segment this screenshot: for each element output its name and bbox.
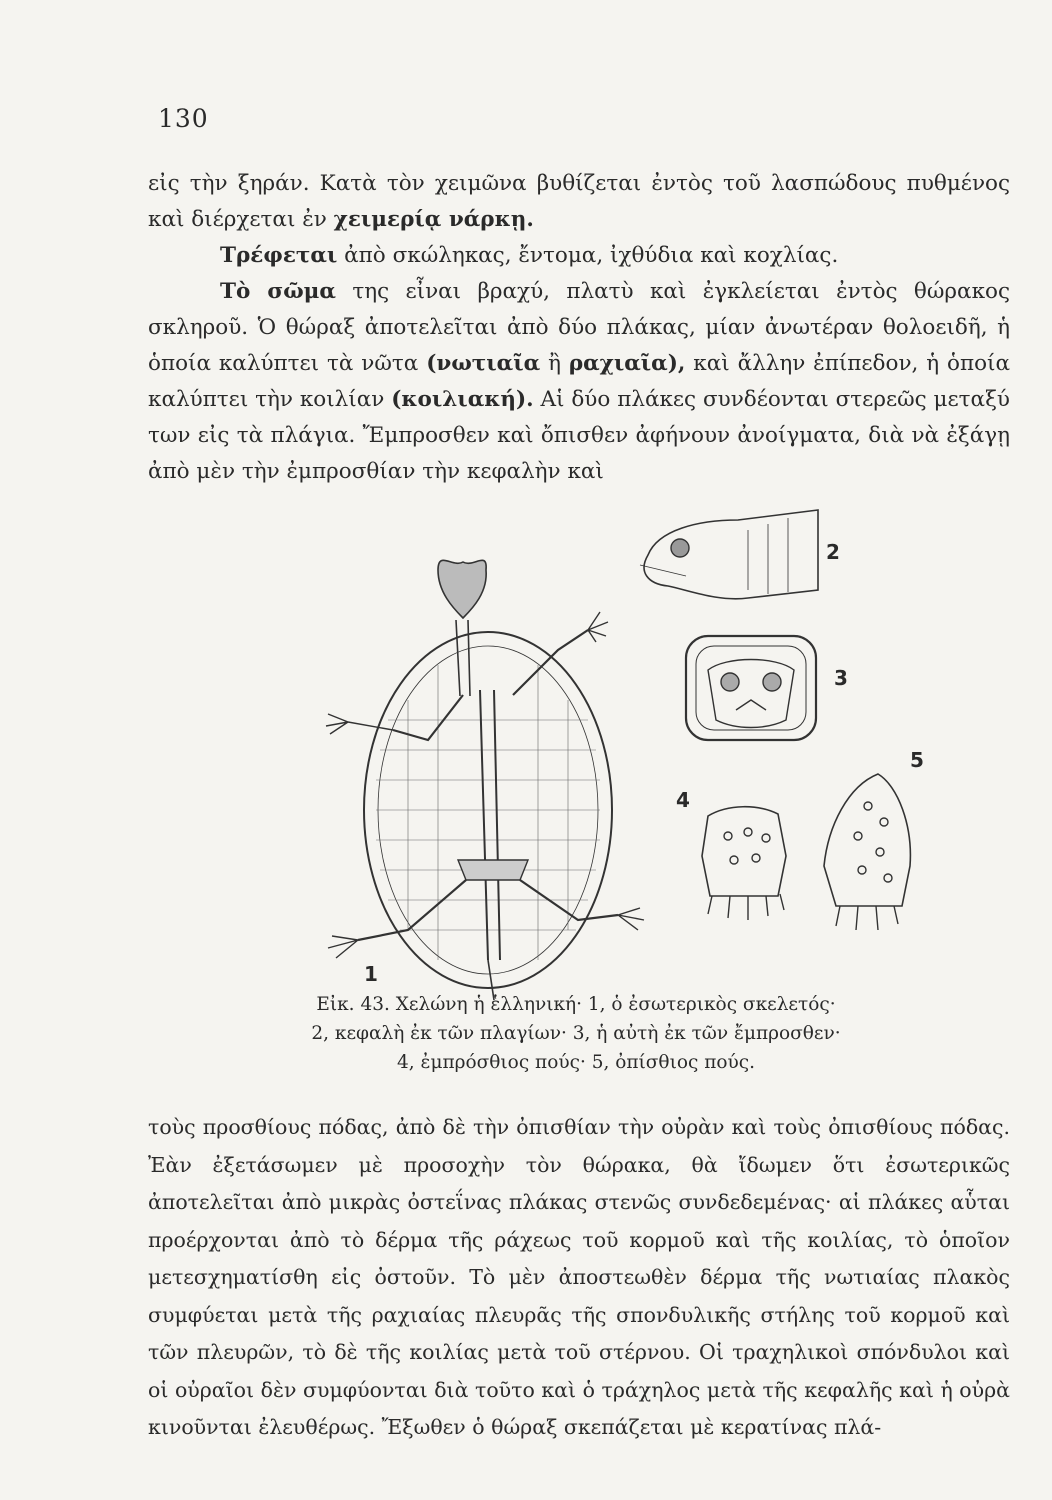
caption-line: 4, ἐμπρόσθιος πούς· 5, ὀπίσθιος πούς. — [397, 1052, 755, 1073]
paragraph-shell-structure: τοὺς προσθίους πόδας, ἀπὸ δὲ τὴν ὀπισθίαν τὴν οὐρὰν καὶ τοὺς ὀπισθίους πόδας. Ἐὰν ἐξετάσωμεν μὲ προσοχὴν τὸν θώρακα, θὰ ἴδωμεν ὅτι ἐσωτερικῶς ἀποτελεῖται ἀπὸ μικρὰς ὀστεΐνας πλάκας στενῶς συνδεδεμένας· αἱ πλάκες αὗται προέρχονται ἀπὸ τὸ δέρμα τῆς ράχεως τοῦ κορμοῦ καὶ τῆς κοιλίας, τὸ ὁποῖον μετεσχηματίσθη εἰς ὀστοῦν. Τὸ μὲν ἀποστεωθὲν δέρμα τῆς νωτιαίας πλακὸς συμφύεται μετὰ τῆς ραχιαίας πλευρᾶς τῆς σπονδυλικῆς στήλης τοῦ κορμοῦ καὶ τῶν πλευρῶν, τὸ δὲ τῆς κοιλίας μετὰ τοῦ στέρνου. Οἱ τραχηλικοὶ σπόνδυλοι καὶ οἱ οὐραῖοι δὲν συμφύονται διὰ τοῦτο καὶ ὁ τράχηλος μετὰ τῆς κεφαλῆς καὶ ἡ οὐρὰ κινοῦνται ἐλευθέρως. Ἔξωθεν ὁ θώραξ σκεπάζεται μὲ κερατίνας πλά- — [148, 1115, 1010, 1439]
bold-term: Τὸ σῶμα — [220, 279, 336, 304]
bold-term: Τρέφεται — [220, 243, 338, 268]
paragraph-text: της εἶναι βραχύ, πλατὺ καὶ ἐγκλείεται ἐντὸς θώρακος σκληροῦ. Ὁ θώραξ ἀποτελεῖται ἀπὸ δύο πλάκας, μίαν ἀνωτέραν θολοειδῆ, ἡ ὁποία καλύπτει τὰ νῶτα — [148, 279, 1010, 376]
paragraph-body — [148, 274, 1010, 490]
figure-label-1: 1 — [364, 962, 378, 986]
turtle-figure — [288, 500, 948, 1030]
bold-term: (νωτιαῖα — [426, 351, 541, 376]
paragraph-hibernation — [148, 166, 1010, 238]
bold-term: (κοιλιακή). — [391, 387, 534, 412]
figure-label-4: 4 — [676, 788, 690, 812]
figure-caption — [256, 990, 896, 1077]
paragraph-text: ἢ — [540, 351, 569, 376]
figure-label-3: 3 — [834, 666, 848, 690]
bottom-text-block — [148, 1109, 1010, 1447]
paragraph-text: εἰς τὴν ξηράν. Κατὰ τὸν χειμῶνα βυθίζεται ἐντὸς τοῦ λασπώδους πυθμένος καὶ διέρχεται ἐν — [148, 171, 1010, 232]
paragraph-text: Αἱ δύο πλάκες συνδέονται στερεῶς μεταξύ των εἰς τὰ πλάγια. Ἔμπροσθεν καὶ ὄπισθεν ἀφήνουν ἀνοίγματα, διὰ νὰ ἐξάγῃ ἀπὸ μὲν τὴν ἐμπροσθίαν τὴν κεφαλὴν καὶ — [148, 387, 1010, 484]
bold-term: χειμερίᾳ νάρκῃ. — [333, 207, 534, 232]
paragraph-feeding — [148, 238, 1010, 274]
head-front — [686, 636, 816, 740]
figure-label-5: 5 — [910, 748, 924, 772]
top-text-block — [148, 166, 1010, 490]
hind-foot — [824, 774, 910, 906]
head-side — [644, 510, 818, 599]
paragraph-text: καὶ ἄλλην ἐπίπεδον, ἡ ὁποία καλύπτει τὴν κοιλίαν — [148, 351, 1010, 412]
caption-line: 2, κεφαλὴ ἐκ τῶν πλαγίων· 3, ἡ αὐτὴ ἐκ τῶν ἔμπροσθεν· — [311, 1023, 841, 1044]
turtle-illustration — [288, 500, 948, 1000]
bold-term: ραχιαῖα), — [568, 351, 686, 376]
skull — [438, 560, 486, 618]
paragraph-text: ἀπὸ σκώληκας, ἔντομα, ἰχθύδια καὶ κοχλίας. — [337, 243, 839, 268]
caption-line: Εἰκ. 43. Χελώνη ἡ ἑλληνική· 1, ὁ ἐσωτερικὸς σκελετός· — [316, 994, 836, 1015]
front-foot — [702, 807, 786, 896]
page-number: 130 — [158, 104, 209, 133]
figure-label-2: 2 — [826, 540, 840, 564]
